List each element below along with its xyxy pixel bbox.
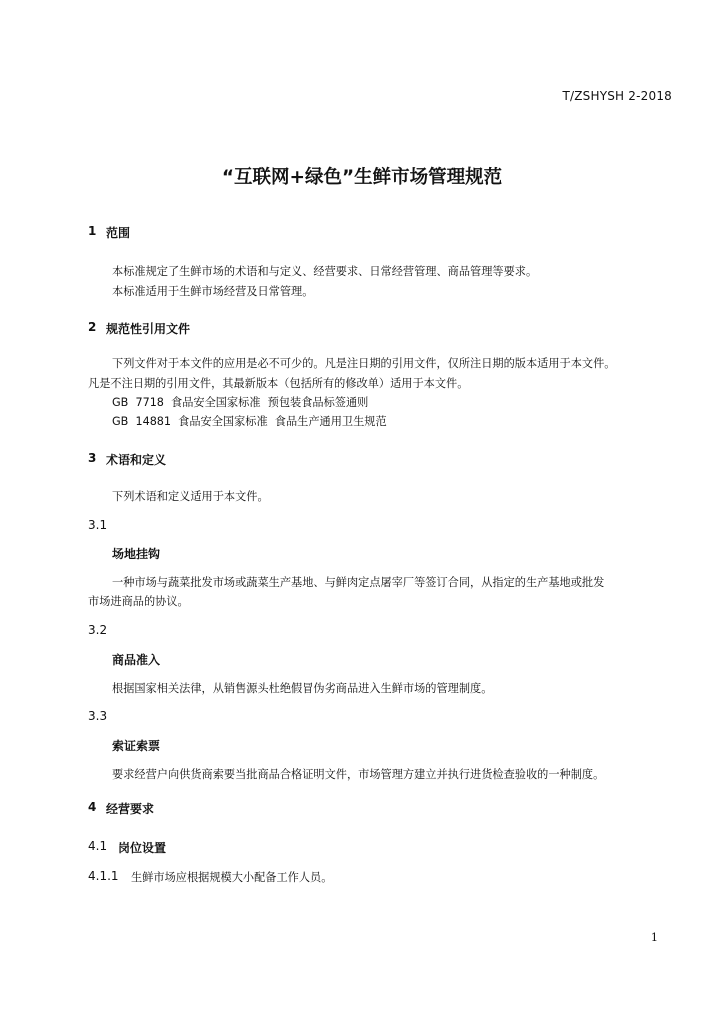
section-3-title: 术语和定义: [106, 453, 167, 467]
term-3-3-definition: 要求经营户向供货商索要当批商品合格证明文件，市场管理方建立并执行进货检查验收的一种制度。: [112, 768, 605, 781]
section-3-intro: 下列术语和定义适用于本文件。: [112, 490, 269, 503]
section-2-paragraph-line-2: 凡是不注日期的引用文件，其最新版本（包括所有的修改单）适用于本文件。: [88, 377, 469, 390]
term-3-2-name: 商品准入: [112, 653, 161, 667]
section-3-number: 3: [88, 451, 97, 465]
section-1-paragraph-1: 本标准规定了生鲜市场的术语和与定义、经营要求、日常经营管理、商品管理等要求。: [112, 265, 538, 278]
clause-4-1-1-text: 生鲜市场应根据规模大小配备工作人员。: [131, 871, 333, 884]
term-3-1-definition-line-2: 市场进商品的协议。: [88, 595, 189, 608]
section-4-title: 经营要求: [106, 802, 155, 816]
subsection-4-1-number: 4.1: [88, 839, 108, 853]
reference-gb-14881: GB 14881 食品安全国家标准 食品生产通用卫生规范: [112, 415, 387, 428]
section-2-number: 2: [88, 320, 97, 334]
term-3-1-definition-line-1: 一种市场与蔬菜批发市场或蔬菜生产基地、与鲜肉定点屠宰厂等签订合同，从指定的生产基地或批发: [112, 576, 605, 589]
term-3-3-name: 索证索票: [112, 739, 161, 753]
term-3-2-number: 3.2: [88, 623, 108, 637]
document-title: “互联网+绿色”生鲜市场管理规范: [221, 167, 503, 188]
section-1-number: 1: [88, 224, 97, 238]
section-1-paragraph-2: 本标准适用于生鲜市场经营及日常管理。: [112, 285, 314, 298]
term-3-1-name: 场地挂钩: [112, 547, 161, 561]
section-4-number: 4: [88, 800, 97, 814]
page-number: 1: [650, 931, 658, 944]
clause-4-1-1-number: 4.1.1: [88, 869, 119, 883]
reference-gb-7718: GB 7718 食品安全国家标准 预包装食品标签通则: [112, 396, 369, 409]
subsection-4-1-title: 岗位设置: [118, 841, 167, 855]
section-2-paragraph-line-1: 下列文件对于本文件的应用是必不可少的。凡是注日期的引用文件，仅所注日期的版本适用于本文件。: [112, 357, 616, 370]
section-2-title: 规范性引用文件: [106, 322, 191, 336]
section-1-title: 范围: [106, 226, 131, 240]
term-3-3-number: 3.3: [88, 709, 108, 723]
term-3-1-number: 3.1: [88, 518, 108, 532]
term-3-2-definition: 根据国家相关法律，从销售源头杜绝假冒伪劣商品进入生鲜市场的管理制度。: [112, 682, 493, 695]
standard-number: T/ZSHYSH 2-2018: [562, 89, 672, 103]
